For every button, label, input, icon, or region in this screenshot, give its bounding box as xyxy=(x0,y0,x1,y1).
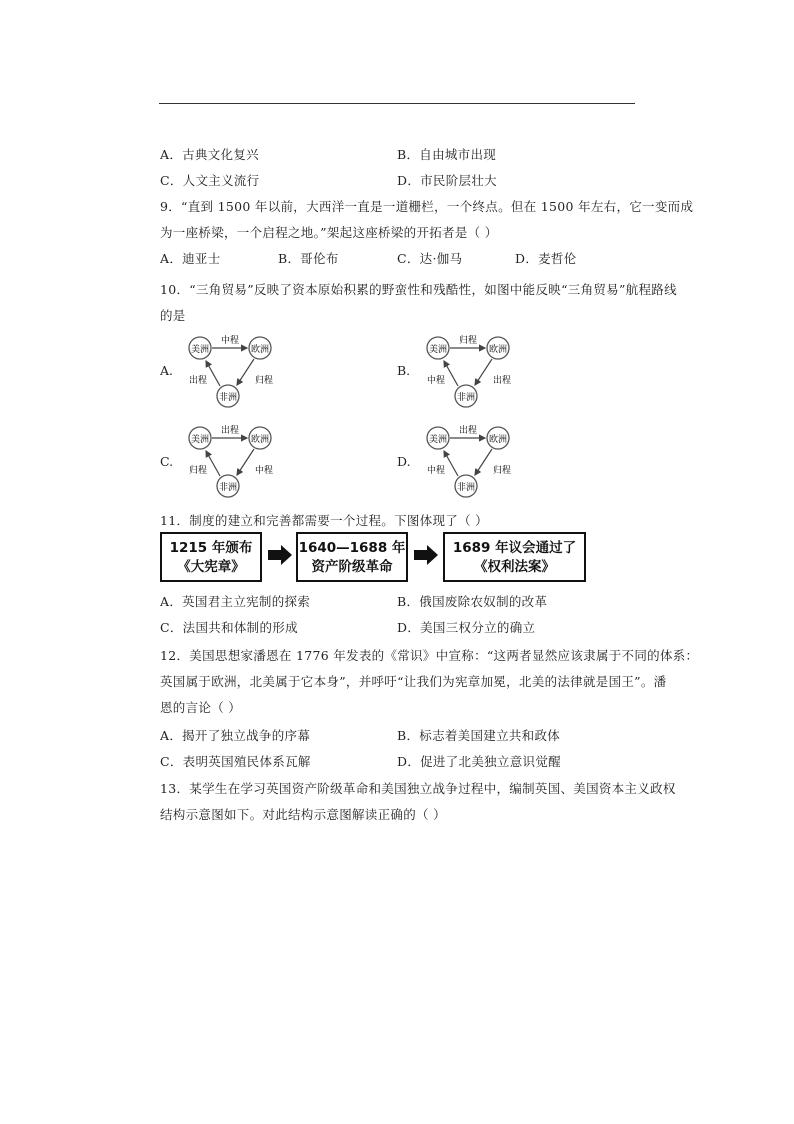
flow-box-1-line-1: 1215 年颁布 xyxy=(169,540,253,556)
route-top-label: 出程 xyxy=(220,426,240,436)
q9-option-d[interactable]: D．麦哲伦 xyxy=(515,251,577,266)
flow-box-3-line-1: 1689 年议会通过了 xyxy=(452,540,577,556)
flow-box-3 xyxy=(443,532,586,582)
q13-stem-line-2: 结构示意图如下。对此结构示意图解读正确的（ ） xyxy=(160,807,446,822)
q12-option-b[interactable]: B．标志着美国建立共和政体 xyxy=(397,728,561,743)
node-america: 美洲 xyxy=(190,435,210,445)
node-america: 美洲 xyxy=(428,345,448,355)
route-right-label: 归程 xyxy=(254,376,274,386)
route-top-label: 出程 xyxy=(458,426,478,436)
flow-box-2-line-2: 资产阶级革命 xyxy=(311,559,393,575)
node-europe: 欧洲 xyxy=(250,345,270,355)
flow-arrow-icon xyxy=(412,543,440,567)
q10-option-d-diagram[interactable] xyxy=(414,420,524,500)
q12-option-d[interactable]: D．促进了北美独立意识觉醒 xyxy=(397,754,561,769)
route-top-label: 归程 xyxy=(458,336,478,346)
q10-option-b-diagram[interactable] xyxy=(414,330,524,410)
route-right-label: 归程 xyxy=(492,466,512,476)
q11-option-b[interactable]: B．俄国废除农奴制的改革 xyxy=(397,594,548,609)
q10-stem-line-1: 10．“三角贸易”反映了资本原始积累的野蛮性和残酷性，如图中能反映“三角贸易”航程路线 xyxy=(160,282,677,297)
q11-option-a[interactable]: A．英国君主立宪制的探索 xyxy=(160,594,311,609)
flow-box-2 xyxy=(296,532,408,582)
q10-option-c-diagram[interactable] xyxy=(176,420,286,500)
q12-option-c[interactable]: C．表明英国殖民体系瓦解 xyxy=(160,754,311,769)
q9-option-c[interactable]: C．达·伽马 xyxy=(397,251,463,266)
q8-option-a[interactable]: A．古典文化复兴 xyxy=(160,147,259,162)
header-rule xyxy=(159,103,635,104)
node-africa: 非洲 xyxy=(456,393,476,403)
node-america: 美洲 xyxy=(428,435,448,445)
q10-stem-line-2: 的是 xyxy=(160,308,186,323)
flow-box-3-line-2: 《权利法案》 xyxy=(474,559,555,575)
q11-option-d[interactable]: D．美国三权分立的确立 xyxy=(397,620,536,635)
node-europe: 欧洲 xyxy=(488,435,508,445)
q11-stem: 11．制度的建立和完善都需要一个过程。下图体现了（ ） xyxy=(160,513,488,528)
route-left-label: 出程 xyxy=(188,376,208,386)
node-africa: 非洲 xyxy=(456,483,476,493)
route-left-label: 中程 xyxy=(426,376,446,386)
node-europe: 欧洲 xyxy=(250,435,270,445)
flow-box-1-line-2: 《大宪章》 xyxy=(177,559,245,575)
node-africa: 非洲 xyxy=(218,483,238,493)
node-africa: 非洲 xyxy=(218,393,238,403)
route-right-label: 中程 xyxy=(254,466,274,476)
q10-option-d-label[interactable]: D. xyxy=(397,454,411,469)
q11-option-c[interactable]: C．法国共和体制的形成 xyxy=(160,620,298,635)
q12-option-a[interactable]: A．揭开了独立战争的序幕 xyxy=(160,728,311,743)
q10-option-a-diagram[interactable] xyxy=(176,330,286,410)
flow-box-2-line-1: 1640—1688 年 xyxy=(298,540,406,556)
q8-option-d[interactable]: D．市民阶层壮大 xyxy=(397,173,497,188)
q10-option-b-label[interactable]: B. xyxy=(397,363,411,378)
q9-option-b[interactable]: B．哥伦布 xyxy=(278,251,339,266)
q9-stem-line-2: 为一座桥梁，一个启程之地。”架起这座桥梁的开拓者是（ ） xyxy=(160,225,498,240)
q12-stem-line-3: 恩的言论（ ） xyxy=(160,700,242,715)
node-europe: 欧洲 xyxy=(488,345,508,355)
q12-stem-line-1: 12．美国思想家潘恩在 1776 年发表的《常识》中宣称：“这两者显然应该隶属于不同的体系： xyxy=(160,648,699,663)
q10-option-a-label[interactable]: A. xyxy=(160,363,174,378)
route-left-label: 中程 xyxy=(426,466,446,476)
q9-option-a[interactable]: A．迪亚士 xyxy=(160,251,221,266)
route-right-label: 出程 xyxy=(492,376,512,386)
node-america: 美洲 xyxy=(190,345,210,355)
q10-option-c-label[interactable]: C. xyxy=(160,454,174,469)
q8-option-b[interactable]: B．自由城市出现 xyxy=(397,147,497,162)
route-left-label: 归程 xyxy=(188,466,208,476)
route-top-label: 中程 xyxy=(220,336,240,346)
flow-arrow-icon xyxy=(266,543,294,567)
q13-stem-line-1: 13．某学生在学习英国资产阶级革命和美国独立战争过程中，编制英国、美国资本主义政权 xyxy=(160,781,676,796)
q12-stem-line-2: 英国属于欧洲，北美属于它本身”，并呼吁“让我们为宪章加冕，北美的法律就是国王”。潘 xyxy=(160,674,667,689)
flow-box-1 xyxy=(160,532,262,582)
q8-option-c[interactable]: C．人文主义流行 xyxy=(160,173,260,188)
q9-stem-line-1: 9．“直到 1500 年以前，大西洋一直是一道栅栏，一个终点。但在 1500 年左右，它一变而成 xyxy=(160,199,694,214)
